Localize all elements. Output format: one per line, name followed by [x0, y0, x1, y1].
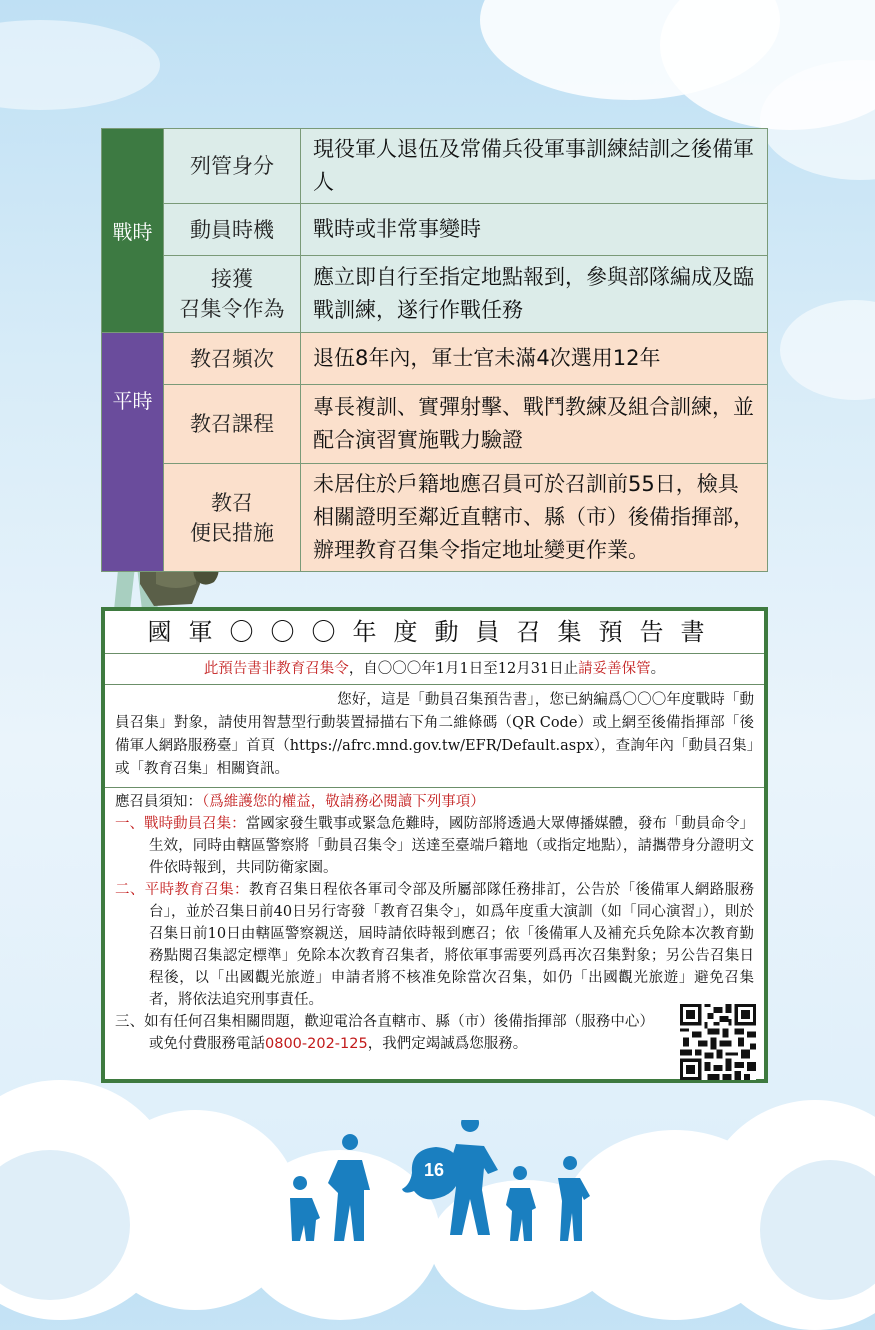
row-label-summons-action: 接獲 召集令作為 — [164, 256, 301, 333]
row-value-summons-action: 應立即自行至指定地點報到，參與部隊編成及臨戰訓練，遂行作戰任務 — [301, 256, 768, 333]
row-value-training-frequency: 退伍8年內，軍士官未滿4次選用12年 — [301, 333, 768, 385]
row-value-mobilization-timing: 戰時或非常事變時 — [301, 204, 768, 256]
row-value-training-courses: 專長複訓、實彈射擊、戰鬥教練及組合訓練，並配合演習實施戰力驗證 — [301, 385, 768, 464]
row-label-training-frequency: 教召頻次 — [164, 333, 301, 385]
notice-title: 國軍〇〇〇年度動員召集預告書 — [105, 611, 764, 654]
mobilization-notice — [101, 607, 768, 1083]
qr-code-icon[interactable] — [680, 1004, 756, 1080]
row-value-convenience-measures: 未居住於戶籍地應召員可於召訓前55日，檢具相關證明至鄰近直轄市、縣（市）後備指揮部，辦理教育召集令指定地址變更作業。 — [301, 464, 768, 572]
notice-subtitle: 此預告書非教育召集令，自〇〇〇年1月1日至12月31日止請妥善保管。 — [105, 654, 764, 685]
row-label-convenience-measures: 教召 便民措施 — [164, 464, 301, 572]
wartime-group-label: 戰時 — [102, 129, 164, 333]
notice-intro: 您好，這是「動員召集預告書」，您已納編爲〇〇〇年度戰時「動員召集」對象，請使用智慧型行動裝置掃描右下角二維條碼（QR Code）或上網至後備指揮部「後備軍人網路服務臺」首頁（https://afrc.mnd.gov.tw/EFR/Default.aspx），查詢年內「動員召集」或「教育召集」相關資訊。 — [105, 685, 764, 788]
row-value-registry-status: 現役軍人退伍及常備兵役軍事訓練結訓之後備軍人 — [301, 129, 768, 204]
instruction-item-3: 三、如有任何召集相關問題，歡迎電洽各直轄市、縣（市）後備指揮部（服務中心）或免付費服務電話0800-202-125，我們定竭誠爲您服務。 — [115, 1014, 654, 1052]
row-label-mobilization-timing: 動員時機 — [164, 204, 301, 256]
row-label-training-courses: 教召課程 — [164, 385, 301, 464]
instruction-item-2: 二、平時教育召集：教育召集日程依各軍司令部及所屬部隊任務排訂，公告於「後備軍人網路服務台」，並於召集日前40日另行寄發「教育召集令」，如爲年度重大演訓（如「同心演習」），則於召集日前10日由轄區警察親送，屆時請依時報到應召；依「後備軍人及補充兵免除本次教育勤務點閱召集認定標準」免除本次教育召集者，將依軍事需要列爲再次召集對象；另公告召集日程後，以「出國觀光旅遊」申請者將不核准免除當次召集，如仍「出國觀光旅遊」避免召集者，將依法追究刑事責任。 — [115, 882, 755, 1008]
page-number: 16 — [423, 1160, 445, 1180]
row-label-registry-status: 列管身分 — [164, 129, 301, 204]
notice-instructions — [105, 788, 764, 1055]
peacetime-group-label: 平時 — [102, 333, 164, 572]
instructions-heading: 應召員須知：（爲維護您的權益，敬請務必閱讀下列事項） — [115, 794, 485, 810]
reservist-duty-table — [101, 128, 768, 572]
instruction-item-1: 一、戰時動員召集：當國家發生戰事或緊急危難時，國防部將透過大眾傳播媒體，發布「動員命令」生效，同時由轄區警察將「動員召集令」送達至臺端戶籍地（或指定地點），請攜帶身分證明文件依時報到，共同防衛家園。 — [115, 816, 755, 876]
service-phone: 0800-202-125 — [265, 1036, 368, 1052]
